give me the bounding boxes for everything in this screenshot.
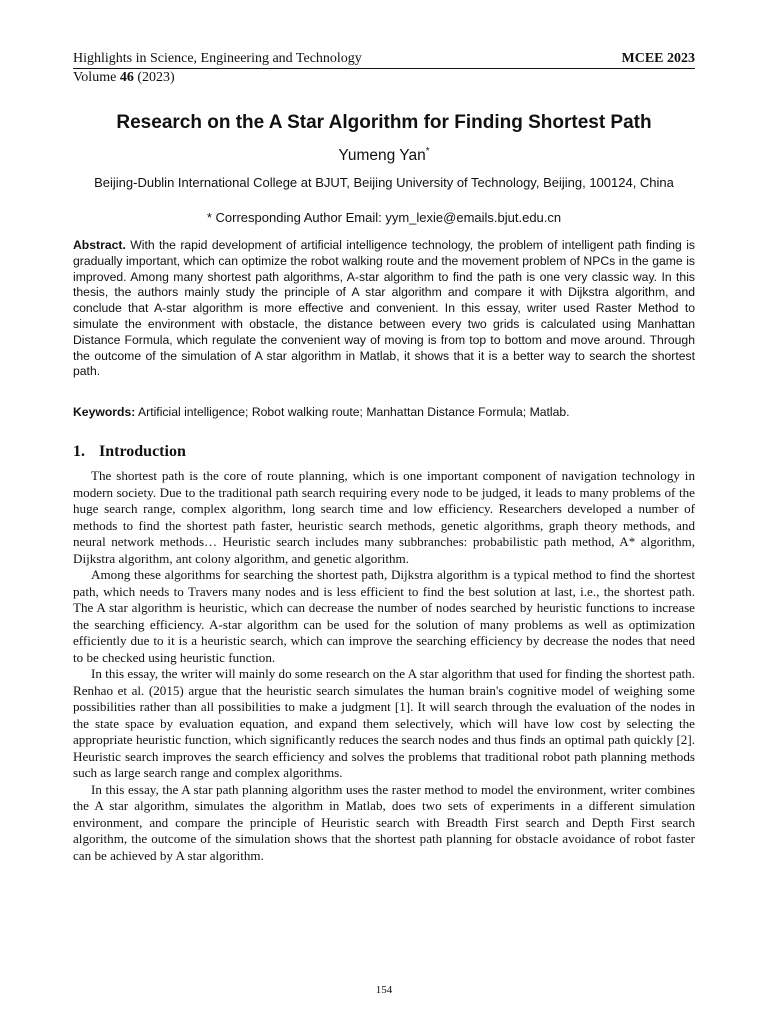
- corresponding-email: * Corresponding Author Email: yym_lexie@emails.bjut.edu.cn: [206, 210, 562, 225]
- volume-prefix: Volume: [73, 70, 120, 85]
- section-heading: [73, 442, 186, 462]
- author-name: Yumeng Yan: [338, 147, 426, 164]
- section-body: [73, 468, 695, 864]
- abstract-text: With the rapid development of artificial intelligence technology, the problem of intelligent path finding is gradually important, which can optimize the robot walking route and the movement problem of NPCs in the game is improved. Among many shortest path algorithms, A-star algorithm to find the path is one very classic way. In this thesis, the authors mainly study the principle of A star algorithm and compare it with Dijkstra algorithm, and conclude that A-star algorithm is more effective and convenient. In this essay, writer used Raster Method to simulate the environment with obstacle, the distance between every two grids is calculated using Manhattan Distance Formula, which regulate the convenient way of moving is from top to bottom and move around. Through the outcome of the simulation of A star algorithm in Matlab, it shows that it is a better way to search the shortest path.: [73, 238, 695, 379]
- corresponding-mark: *: [425, 145, 430, 157]
- header-top-line: [73, 51, 695, 69]
- paper-page: [73, 0, 695, 1024]
- conference-name: MCEE 2023: [621, 51, 695, 66]
- running-header: [73, 51, 695, 86]
- abstract-label: Abstract.: [73, 238, 126, 252]
- paper-title: Research on the A Star Algorithm for Finding Shortest Path: [116, 112, 652, 133]
- volume-year: (2023): [133, 70, 175, 85]
- keywords: [73, 404, 695, 420]
- author-line: [73, 146, 695, 166]
- abstract: [73, 238, 695, 380]
- keywords-text: Artificial intelligence; Robot walking route; Manhattan Distance Formula; Matlab.: [135, 405, 570, 419]
- keywords-label: Keywords:: [73, 405, 136, 419]
- page-number: 154: [375, 984, 393, 996]
- section-number: 1.: [73, 443, 85, 460]
- journal-name: Highlights in Science, Engineering and Technology: [73, 51, 362, 66]
- section-title: Introduction: [99, 443, 186, 460]
- volume-line: [73, 70, 695, 86]
- paragraph: In this essay, the writer will mainly do some research on the A star algorithm that used for finding the shortest path. Renhao et al. (2015) argue that the heuristic search simulates the human brain's cognitive model of weighing some possibilities rather than all possibilities to make a judgment [1]. It will search through the evaluation of the nodes in the state space by evaluation equation, and expand them selectively, which will have low cost by selecting the appropriate heuristic function, which significantly reduces the search nodes and thus finds an optimal path quickly [2]. Heuristic search improves the search efficiency and solves the problems that traditional robot path planning methods such as large search range and complex algorithms.: [73, 666, 695, 780]
- paragraph: In this essay, the A star path planning algorithm uses the raster method to model the environment, writer combines the A star algorithm, simulates the algorithm in Matlab, does two sets of experiments in a different simulation environment, and compare the principle of Heuristic search with Breadth First search and Depth First search algorithm, the outcome of the simulation shows that the shortest path planning for obstacle avoidance of robot faster can be achieved by A star algorithm.: [73, 781, 695, 863]
- volume-number: 46: [119, 70, 134, 85]
- paragraph: The shortest path is the core of route planning, which is one important component of navigation technology in modern society. Due to the traditional path search requiring every node to be judged, it leads to many problems of the huge search range, complex algorithm, long search time and low efficiency. Researchers developed a number of methods to find the shortest path faster, heuristic search methods, genetic algorithms, graph theory methods, and neural network methods… Heuristic search includes many subbranches: probabilistic path method, A* algorithm, Dijkstra algorithm, ant colony algorithm, and genetic algorithm.: [73, 468, 695, 566]
- affiliation: Beijing-Dublin International College at BJUT, Beijing University of Technology, Beijing, 100124, China: [94, 175, 674, 190]
- paragraph: Among these algorithms for searching the shortest path, Dijkstra algorithm is a typical method to find the shortest path, which needs to Travers many nodes and is less efficient to find the best solution at last, i.e., the shortest path. The A star algorithm is heuristic, which can decrease the number of nodes searched by heuristic functions to increase the searching efficiency. A-star algorithm can be used for the solution of many problems as well as optimization efficiently due to it is a heuristic search, which can improve the searching efficiency by decrease the nodes that need to be checked using heuristic function.: [73, 567, 695, 665]
